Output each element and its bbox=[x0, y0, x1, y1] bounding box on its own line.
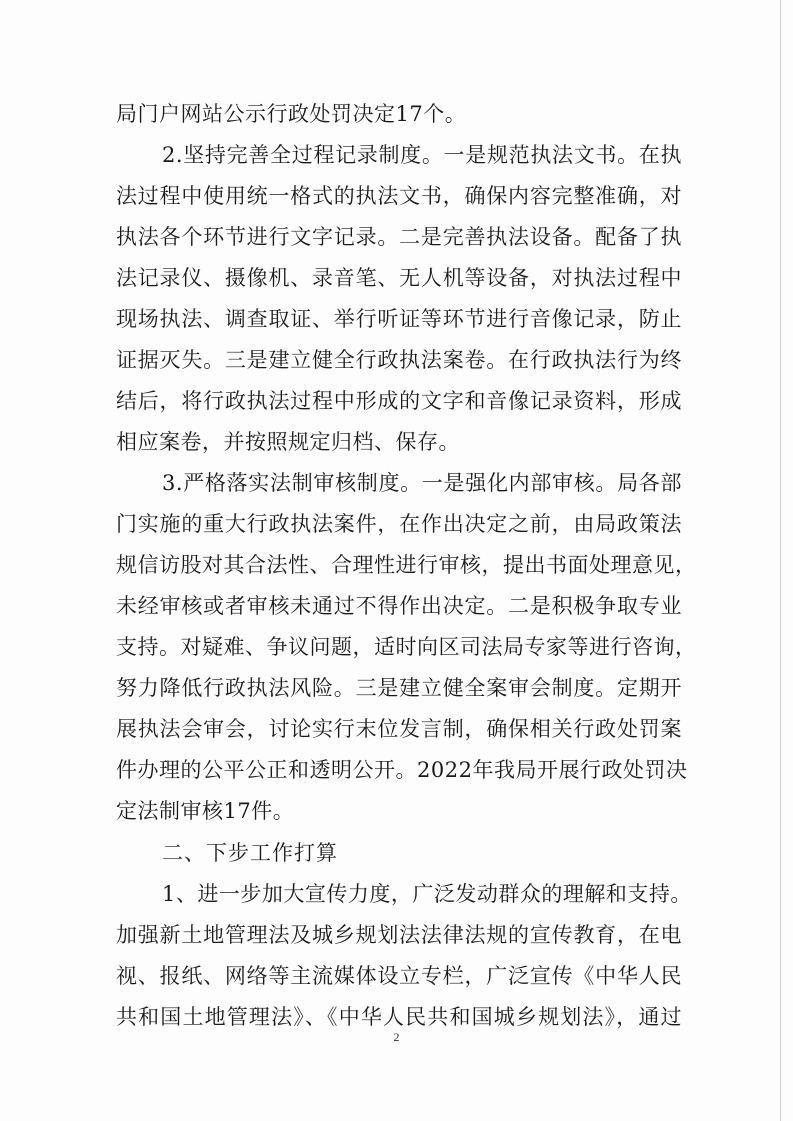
paragraph-start-line: 1、进一步加大宣传力度，广泛发动群众的理解和支持。 bbox=[162, 882, 692, 906]
text-line: 相应案卷，并按照规定归档、保存。 bbox=[116, 430, 460, 454]
text-line: 规信访股对其合法性、合理性进行审核，提出书面处理意见， bbox=[116, 553, 697, 577]
section-heading: 二、下步工作打算 bbox=[162, 841, 338, 865]
text-line: 门实施的重大行政执法案件，在作出决定之前，由局政策法 bbox=[116, 512, 682, 536]
text-line: 证据灭失。三是建立健全行政执法案卷。在行政执法行为终 bbox=[116, 348, 682, 372]
paragraph-start-line: 2.坚持完善全过程记录制度。一是规范执法文书。在执 bbox=[162, 143, 682, 167]
text-line: 件办理的公平公正和透明公开。2022年我局开展行政处罚决 bbox=[116, 758, 688, 782]
text-line: 展执法会审会，讨论实行末位发言制，确保相关行政处罚案 bbox=[116, 717, 682, 741]
text-line: 未经审核或者审核未通过不得作出决定。二是积极争取专业 bbox=[116, 594, 682, 618]
text-line: 现场执法、调查取证、举行听证等环节进行音像记录，防止 bbox=[116, 307, 682, 331]
text-line: 视、报纸、网络等主流媒体设立专栏，广泛宣传《中华人民 bbox=[116, 964, 682, 988]
text-line: 定法制审核17件。 bbox=[116, 799, 295, 823]
paragraph-start-line: 3.严格落实法制审核制度。一是强化内部审核。局各部 bbox=[162, 471, 682, 495]
text-line: 加强新土地管理法及城乡规划法法律法规的宣传教育，在电 bbox=[116, 923, 682, 947]
text-line: 结后，将行政执法过程中形成的文字和音像记录资料，形成 bbox=[116, 389, 682, 413]
text-line: 法过程中使用统一格式的执法文书，确保内容完整准确，对 bbox=[116, 184, 682, 208]
text-line: 法记录仪、摄像机、录音笔、无人机等设备，对执法过程中 bbox=[116, 266, 682, 290]
text-line: 执法各个环节进行文字记录。二是完善执法设备。配备了执 bbox=[116, 225, 682, 249]
text-line: 共和国土地管理法》、《中华人民共和国城乡规划法》，通过 bbox=[116, 1005, 682, 1029]
page-number: 2 bbox=[393, 1030, 400, 1044]
text-line: 局门户网站公示行政处罚决定17个。 bbox=[116, 102, 467, 126]
scan-edge-line bbox=[780, 0, 781, 1121]
text-line: 努力降低行政执法风险。三是建立健全案审会制度。定期开 bbox=[116, 676, 682, 700]
text-line: 支持。对疑难、争议问题，适时向区司法局专家等进行咨询， bbox=[116, 635, 697, 659]
